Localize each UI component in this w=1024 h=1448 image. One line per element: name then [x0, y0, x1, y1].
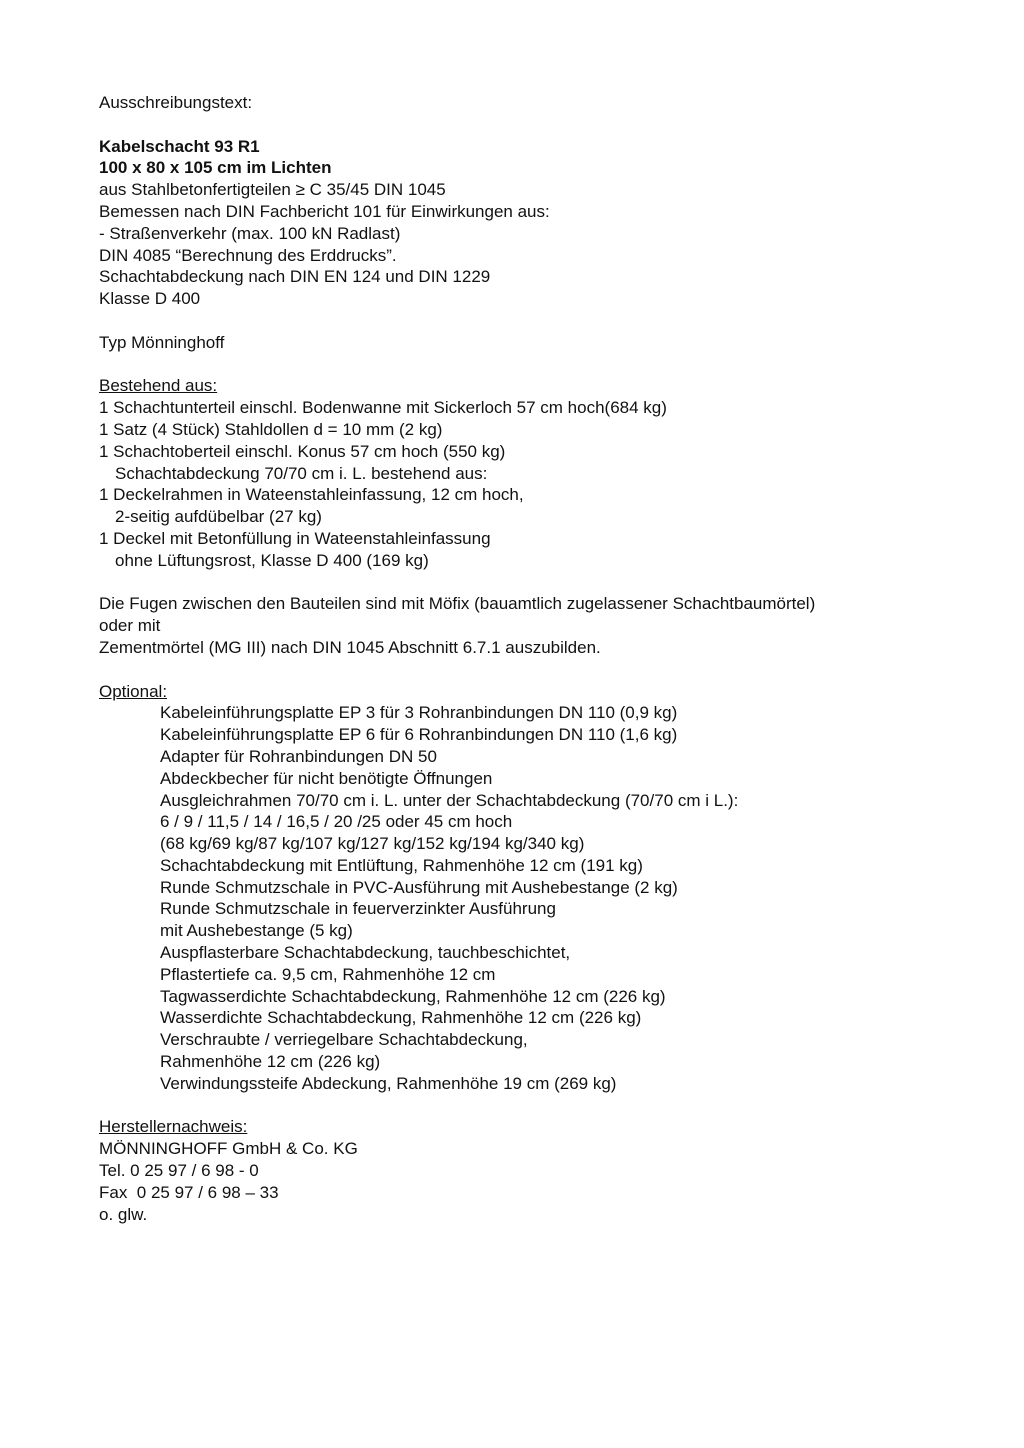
optional-line: 6 / 9 / 11,5 / 14 / 16,5 / 20 /25 oder 45 cm hoch — [160, 812, 513, 832]
optional-line: Rahmenhöhe 12 cm (226 kg) — [160, 1052, 381, 1072]
optional-line: Abdeckbecher für nicht benötigte Öffnungen — [160, 768, 493, 788]
optional-line: Verschraubte / verriegelbare Schachtabdeckung, — [160, 1030, 528, 1050]
spec-line: - Straßenverkehr (max. 100 kN Radlast) — [99, 223, 401, 243]
type-line: Typ Mönninghoff — [99, 332, 225, 352]
optional-line: mit Aushebestange (5 kg) — [160, 921, 353, 941]
spec-line: DIN 4085 “Berechnung des Erddrucks”. — [99, 245, 397, 265]
joints-text: oder mit — [99, 616, 161, 636]
optional-line: Schachtabdeckung mit Entlüftung, Rahmenhöhe 12 cm (191 kg) — [160, 855, 643, 875]
optional-line: Adapter für Rohranbindungen DN 50 — [160, 746, 437, 766]
component-line: 2-seitig aufdübelbar (27 kg) — [115, 507, 322, 527]
component-line: Schachtabdeckung 70/70 cm i. L. bestehend aus: — [115, 463, 488, 483]
spec-line: aus Stahlbetonfertigteilen ≥ C 35/45 DIN 1045 — [99, 180, 446, 200]
component-line: 1 Deckelrahmen in Wateenstahleinfassung, 12 cm hoch, — [99, 485, 524, 505]
optional-line: Kabeleinführungsplatte EP 3 für 3 Rohranbindungen DN 110 (0,9 kg) — [160, 703, 678, 723]
component-line: 1 Deckel mit Betonfüllung in Wateenstahleinfassung — [99, 528, 491, 548]
component-line: 1 Schachtoberteil einschl. Konus 57 cm hoch (550 kg) — [99, 441, 506, 461]
product-dimensions: 100 x 80 x 105 cm im Lichten — [99, 158, 332, 178]
document-page — [99, 92, 979, 1225]
optional-line: Verwindungssteife Abdeckung, Rahmenhöhe 19 cm (269 kg) — [160, 1073, 617, 1093]
spec-line: Klasse D 400 — [99, 289, 201, 309]
optional-line: Runde Schmutzschale in feuerverzinkter Ausführung — [160, 899, 556, 919]
optional-line: Auspflasterbare Schachtabdeckung, tauchbeschichtet, — [160, 943, 571, 963]
component-line: ohne Lüftungsrost, Klasse D 400 (169 kg) — [115, 550, 429, 570]
document-heading: Ausschreibungstext: — [99, 93, 253, 112]
manufacturer-line: Fax 0 25 97 / 6 98 – 33 — [99, 1182, 279, 1202]
product-title: Kabelschacht 93 R1 — [99, 136, 260, 156]
bestehend-label: Bestehend aus: — [99, 376, 218, 396]
component-line: 1 Satz (4 Stück) Stahldollen d = 10 mm (2 kg) — [99, 419, 443, 439]
manufacturer-line: Tel. 0 25 97 / 6 98 - 0 — [99, 1161, 259, 1181]
manufacturer-line: o. glw. — [99, 1204, 148, 1224]
joints-text: Zementmörtel (MG III) nach DIN 1045 Abschnitt 6.7.1 auszubilden. — [99, 637, 601, 657]
spec-line: Bemessen nach DIN Fachbericht 101 für Einwirkungen aus: — [99, 201, 550, 221]
optional-line: Ausgleichrahmen 70/70 cm i. L. unter der Schachtabdeckung (70/70 cm i L.): — [160, 790, 739, 810]
optional-label: Optional: — [99, 681, 168, 701]
optional-line: Pflastertiefe ca. 9,5 cm, Rahmenhöhe 12 cm — [160, 964, 496, 984]
optional-line: Kabeleinführungsplatte EP 6 für 6 Rohranbindungen DN 110 (1,6 kg) — [160, 725, 678, 745]
component-line: 1 Schachtunterteil einschl. Bodenwanne mit Sickerloch 57 cm hoch(684 kg) — [99, 398, 667, 418]
joints-text: Die Fugen zwischen den Bauteilen sind mit Möfix (bauamtlich zugelassener Schachtbaumörtel) — [99, 594, 816, 614]
manufacturer-label: Herstellernachweis: — [99, 1117, 248, 1137]
spec-line: Schachtabdeckung nach DIN EN 124 und DIN 1229 — [99, 267, 491, 287]
optional-line: (68 kg/69 kg/87 kg/107 kg/127 kg/152 kg/194 kg/340 kg) — [160, 834, 585, 854]
optional-line: Runde Schmutzschale in PVC-Ausführung mit Aushebestange (2 kg) — [160, 877, 678, 897]
optional-line: Wasserdichte Schachtabdeckung, Rahmenhöhe 12 cm (226 kg) — [160, 1008, 642, 1028]
optional-line: Tagwasserdichte Schachtabdeckung, Rahmenhöhe 12 cm (226 kg) — [160, 986, 666, 1006]
manufacturer-line: MÖNNINGHOFF GmbH & Co. KG — [99, 1139, 358, 1159]
